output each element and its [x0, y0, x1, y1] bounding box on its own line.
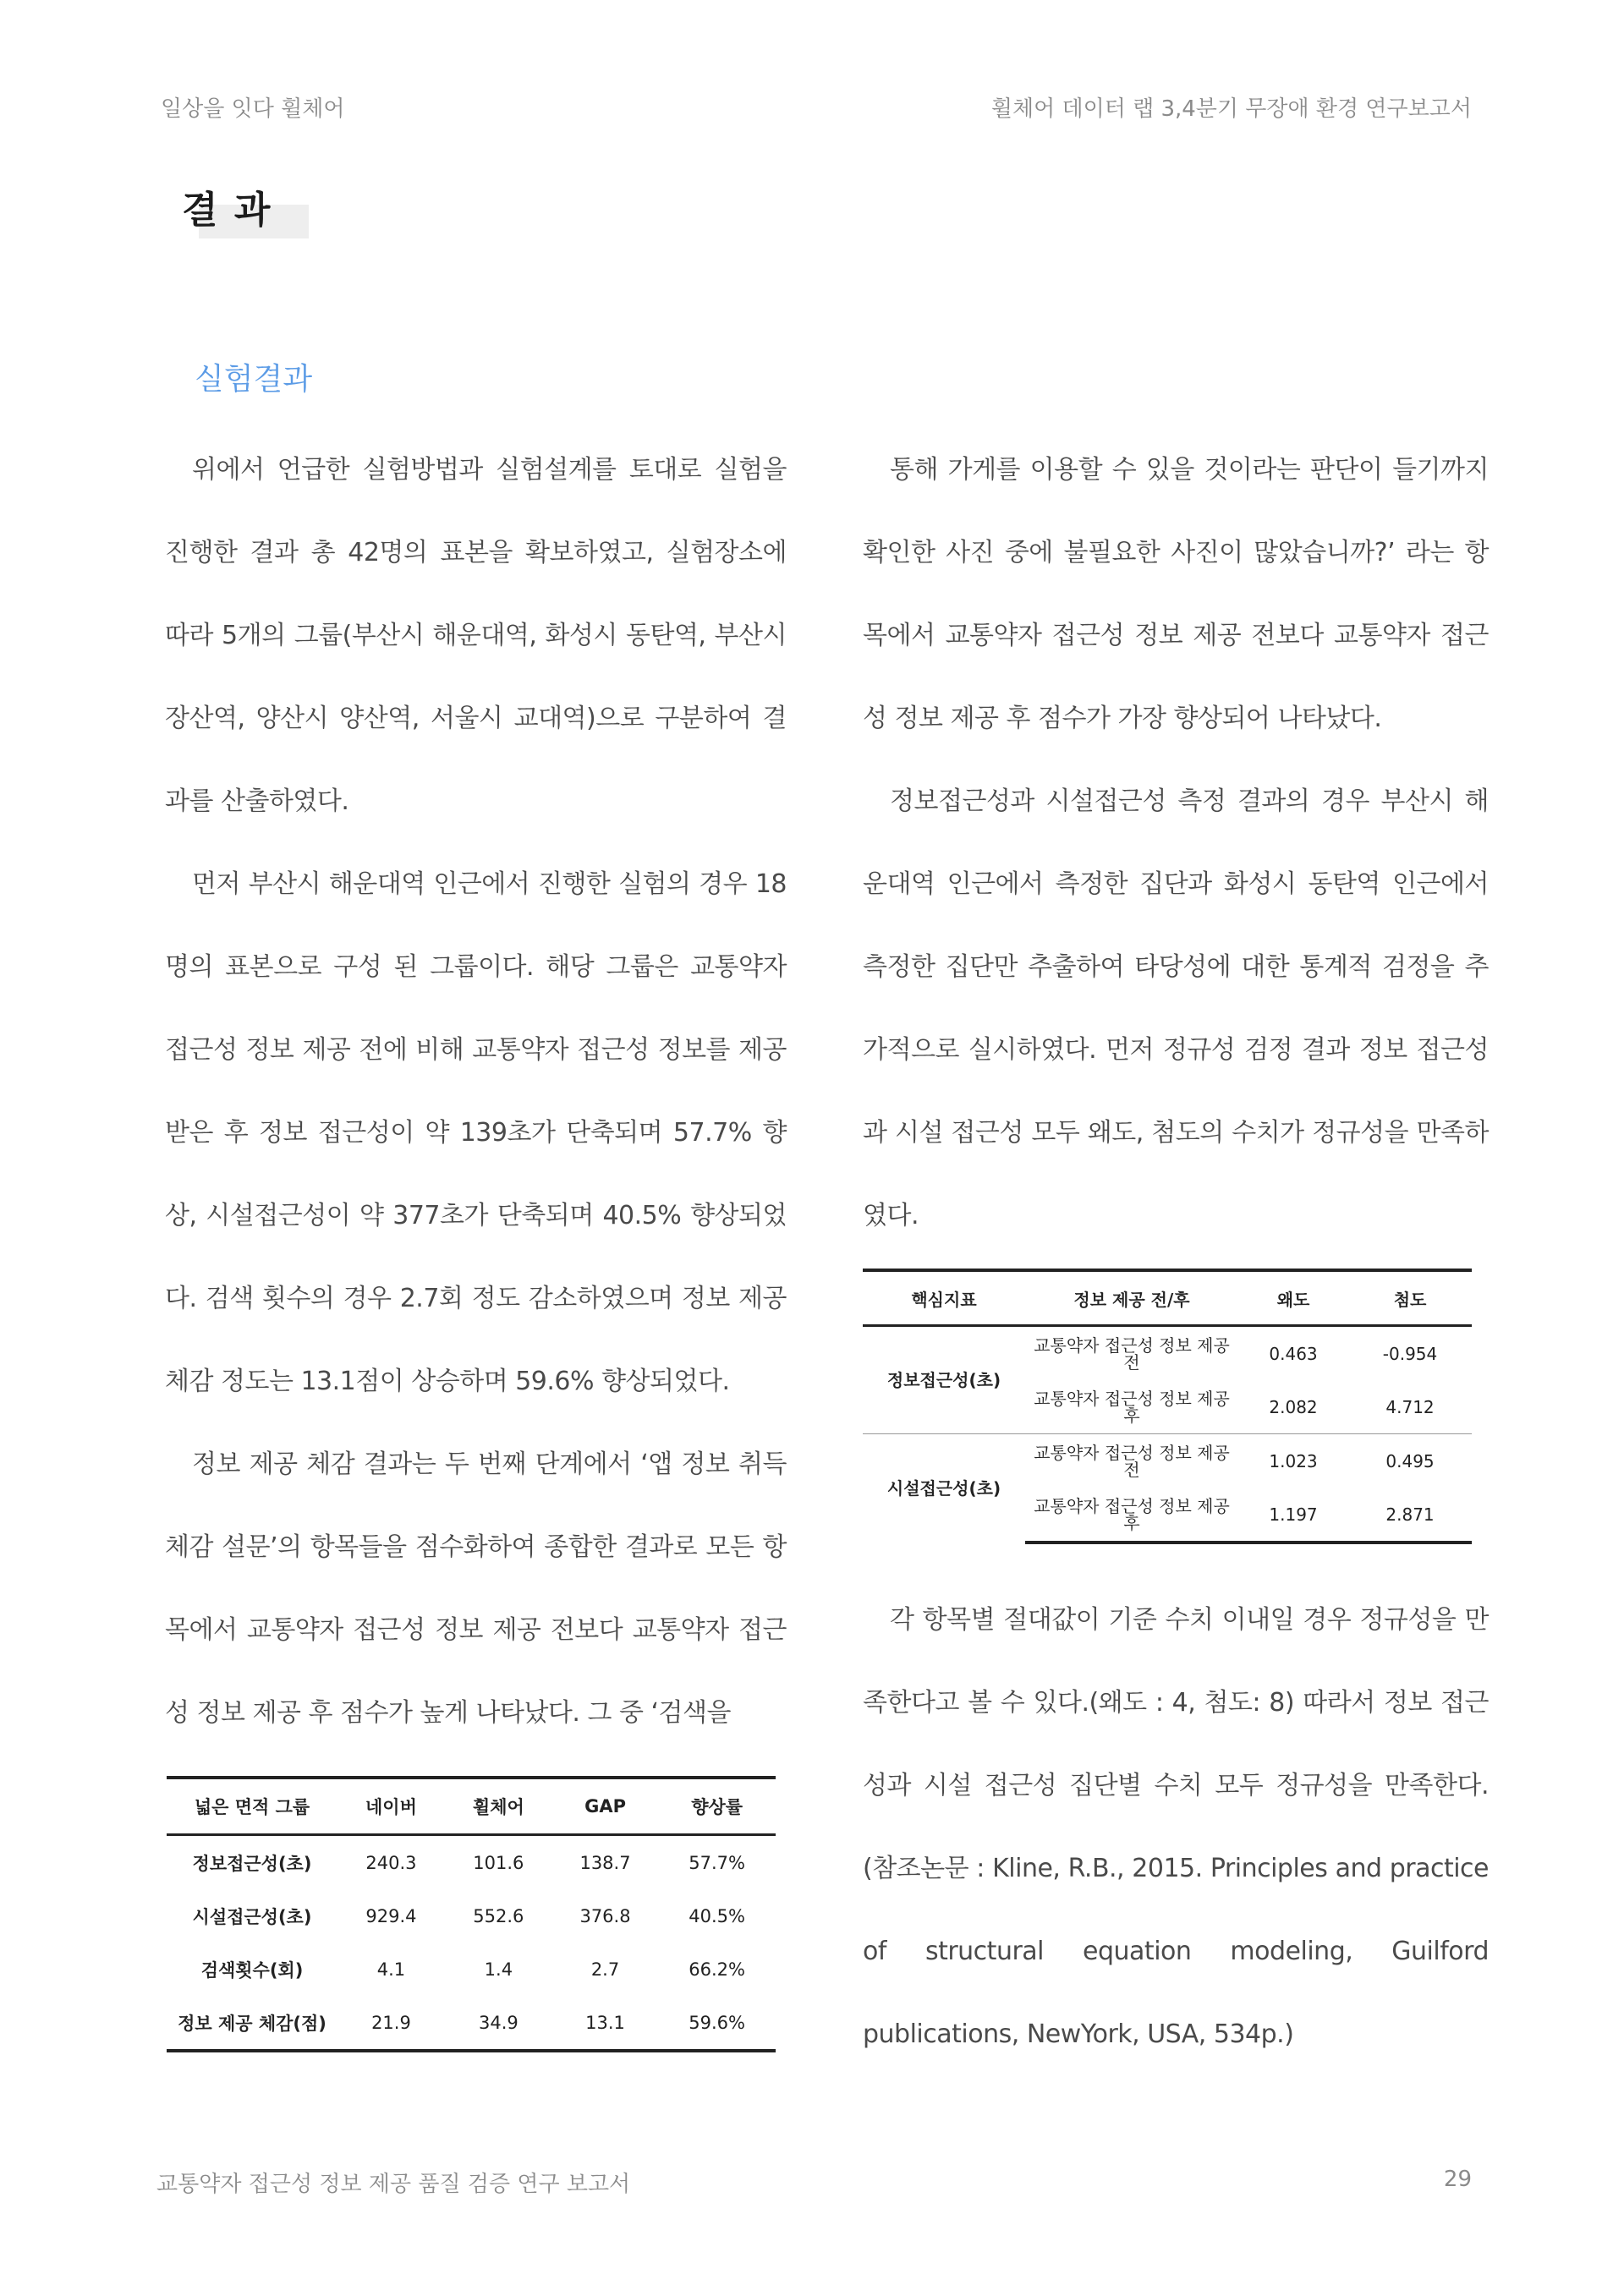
results-table [167, 1776, 776, 2052]
table-header-cell: 첨도 [1348, 1270, 1472, 1326]
table-header-cell: 휠체어 [445, 1778, 552, 1835]
table-header-cell: 넓은 면적 그룹 [167, 1778, 337, 1835]
table-header-cell: 네이버 [337, 1778, 445, 1835]
group-label: 정보접근성(초) [863, 1326, 1025, 1434]
table-cell: 교통약자 접근성 정보 제공 후 [1025, 1380, 1238, 1434]
right-paragraph-3: 각 항목별 절대값이 기준 수치 이내일 경우 정규성을 만족한다고 볼 수 있다.(왜도 : 4, 첨도: 8) 따라서 정보 접근성과 시설 접근성 집단별 수치 모두 정규성을 만족한다. (참조논문 : Kline, R.B., 2015. Principles and practice of structural equation modeling, Guilford publications, NewYork, USA, 534p.) [863, 1605, 1489, 2049]
right-paragraph-1: 통해 가게를 이용할 수 있을 것이라는 판단이 들기까지 확인한 사진 중에 불필요한 사진이 많았습니까?’ 라는 항목에서 교통약자 접근성 정보 제공 전보다 교통약자 접근성 정보 제공 후 점수가 가장 향상되어 나타났다. [863, 455, 1489, 733]
table-cell: 21.9 [337, 1996, 445, 2051]
table-cell: 57.7% [689, 1852, 745, 1873]
group-label: 시설접근성(초) [886, 1478, 1001, 1499]
table-cell: 240.3 [365, 1852, 417, 1873]
table-row [863, 1434, 1472, 1488]
table-cell: 시설접근성(초) [192, 1906, 312, 1927]
table-cell: 교통약자 접근성 정보 제공 전 [1034, 1334, 1230, 1373]
table-cell: 1.023 [1269, 1450, 1318, 1471]
table-cell: 검색횟수(회) [200, 1959, 304, 1981]
table-header-row [863, 1270, 1472, 1326]
header-left: 일상을 잇다 휠체어 [161, 96, 345, 122]
table-cell: 59.6% [658, 1996, 776, 2051]
left-paragraph-1: 위에서 언급한 실험방법과 실험설계를 토대로 실험을 진행한 결과 총 42명의 표본을 확보하였고, 실험장소에 따라 5개의 그룹(부산시 해운대역, 화성시 동탄역, 부산시 장산역, 양산시 양산역, 서울시 교대역)으로 구분하여 결과를 산출하였다. [165, 455, 787, 816]
table-cell: 138.7 [579, 1852, 631, 1873]
table-cell: 552.6 [473, 1905, 524, 1926]
table-header-row [167, 1778, 776, 1835]
table-cell: 376.8 [579, 1905, 631, 1926]
table-cell: 정보 제공 체감(점) [167, 1996, 337, 2051]
table-cell: 4.712 [1348, 1380, 1472, 1434]
footer-title: 교통약자 접근성 정보 제공 품질 검증 연구 보고서 [156, 2172, 631, 2197]
table-row [167, 1889, 776, 1943]
table-cell: 교통약자 접근성 정보 제공 후 [1025, 1488, 1238, 1543]
table-cell: -0.954 [1382, 1343, 1438, 1364]
left-paragraph-2: 먼저 부산시 해운대역 인근에서 진행한 실험의 경우 18명의 표본으로 구성 된 그룹이다. 해당 그룹은 교통약자 접근성 정보 제공 전에 비해 교통약자 접근성 정보를 제공받은 후 정보 접근성이 약 139초가 단축되며 57.7% 향상, 시설접근성이 약 377초가 단축되며 40.5% 향상되었다. 검색 횟수의 경우 2.7회 정도 감소하였으며 정보 제공 체감 정도는 13.1점이 상승하며 59.6% 향상되었다. [165, 869, 787, 1396]
table-cell: 13.1 [552, 1996, 658, 2051]
normality-table [863, 1269, 1472, 1544]
table-cell: 교통약자 접근성 정보 제공 전 [1034, 1442, 1230, 1480]
table-row [863, 1326, 1472, 1381]
page-number: 29 [1443, 2167, 1472, 2192]
table-cell: 101.6 [473, 1852, 524, 1873]
page-title: 결 과 [182, 189, 272, 232]
table-header-cell: GAP [552, 1778, 658, 1835]
table-cell: 1.197 [1238, 1488, 1348, 1543]
table-cell: 66.2% [689, 1959, 745, 1980]
table-header-cell: 정보 제공 전/후 [1025, 1270, 1238, 1326]
table-cell: 0.495 [1385, 1450, 1435, 1471]
right-column [863, 429, 1489, 2076]
table-header-cell: 왜도 [1238, 1270, 1348, 1326]
table-header-cell: 향상률 [658, 1778, 776, 1835]
table-cell: 4.1 [376, 1959, 406, 1980]
table-cell: 1.4 [484, 1959, 513, 1980]
table-cell: 929.4 [365, 1905, 417, 1926]
table-row [167, 1996, 776, 2051]
table-cell: 40.5% [689, 1905, 745, 1926]
right-paragraph-2: 정보접근성과 시설접근성 측정 결과의 경우 부산시 해운대역 인근에서 측정한 집단과 화성시 동탄역 인근에서 측정한 집단만 추출하여 타당성에 대한 통계적 검정을 추가적으로 실시하였다. 먼저 정규성 검정 결과 정보 접근성과 시설 접근성 모두 왜도, 첨도의 수치가 정규성을 만족하였다. [863, 786, 1489, 1230]
table-cell: 2.7 [590, 1959, 620, 1980]
header-right: 휠체어 데이터 랩 3,4분기 무장애 환경 연구보고서 [990, 96, 1472, 122]
table-cell: 0.463 [1269, 1343, 1318, 1364]
table-cell: 34.9 [445, 1996, 552, 2051]
table-row [167, 1835, 776, 1890]
section-subtitle: 실험결과 [195, 362, 313, 397]
table-row [167, 1943, 776, 1996]
table-cell: 2.082 [1238, 1380, 1348, 1434]
table-header-cell: 핵심지표 [863, 1270, 1025, 1326]
left-column [165, 429, 787, 1755]
left-paragraph-3: 정보 제공 체감 결과는 두 번째 단계에서 ‘앱 정보 취득 체감 설문’의 항목들을 점수화하여 종합한 결과로 모든 항목에서 교통약자 접근성 정보 제공 전보다 교통약자 접근성 정보 제공 후 점수가 높게 나타났다. 그 중 ‘검색을 [165, 1449, 787, 1728]
table-cell: 정보접근성(초) [192, 1853, 312, 1874]
section-title-block [182, 179, 296, 244]
table-cell: 2.871 [1348, 1488, 1472, 1543]
